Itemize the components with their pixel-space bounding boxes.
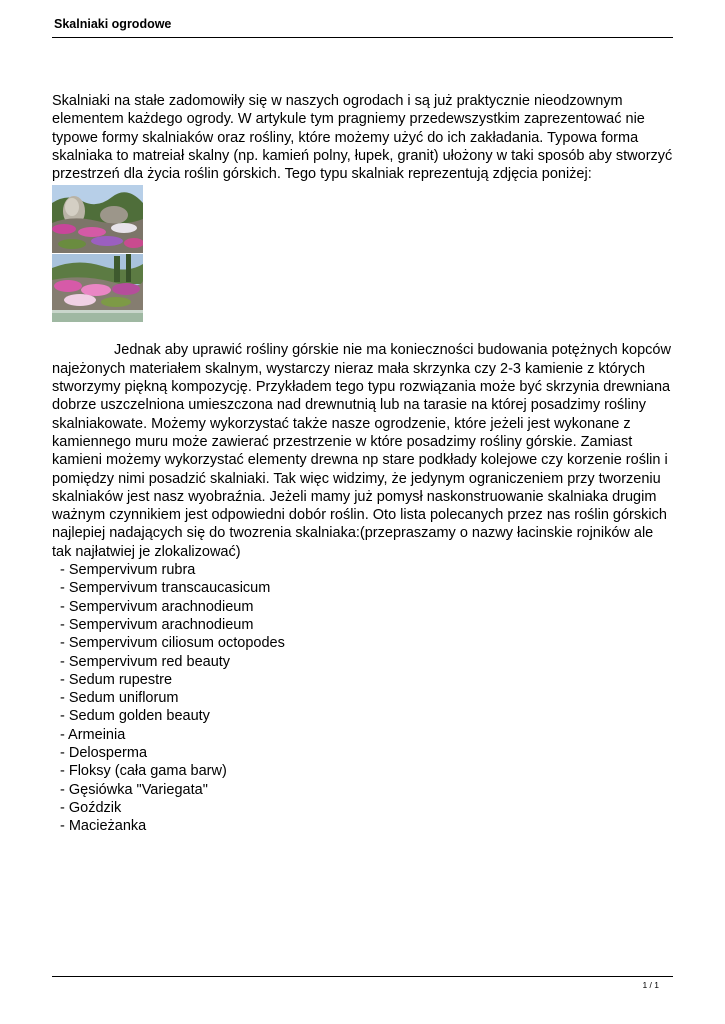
list-item: - Sedum uniflorum <box>60 690 179 707</box>
list-item: - Sedum rupestre <box>60 671 173 688</box>
list-item: - Sempervivum arachnodieum <box>60 616 254 633</box>
body-text: Jednak aby uprawić rośliny górskie nie ma konieczności budowania potężnych kopców najeżonych materiałem skalnym, wystarczy nieraz mała skrzynka czy 2-3 kamienie z których stworzymy piękną kompozycję. Przykładem tego typu rozwiązania może być skrzynia drewniana dobrze uszczelniona umieszczona nad drewnutnią lub na tarasie na której posadzimy rośliny skalniakowate. Możemy wykorzystać także nasze ogrodzenie, które jeżeli jest wykonane z kamiennego muru może zawierać przestrzenie w które posadzimy rośliny górskie. Zamiast kamieni możemy wykorzystać elementy drewna np stare podkłady kolejowe czy korzenie roślin i pomiędzy nimi posadzić skalniaki. Tak więc widzimy, że jedynym ograniczeniem przy tworzeniu skalniaków jest nasz wyobraźnia. Jeżeli mamy już pomysł naskonstruowanie skalniaka drugim ważnym czynnikiem jest odpowiedni dobór roślin. Oto lista polecanych przez nas roślin górskich najlepiej nadających się do twozrenia skalniaka:(przepraszamy o nazwy łacinskie rojników ale tak najłatwiej je zlokalizować) <box>52 342 671 560</box>
plant-list <box>52 561 676 835</box>
list-item: - Sempervivum ciliosum octopodes <box>60 635 285 652</box>
list-item: - Goździk <box>60 799 122 816</box>
rock-garden-photo-bottom <box>52 254 143 322</box>
list-item: - Floksy (cała gama barw) <box>60 763 227 780</box>
list-item: - Sempervivum rubra <box>60 562 196 579</box>
rock-garden-photo-top <box>52 185 143 253</box>
list-item: - Macieżanka <box>60 818 147 835</box>
list-item: - Sempervivum transcaucasicum <box>60 580 271 597</box>
body-paragraph <box>52 341 676 561</box>
list-item: - Sedum golden beauty <box>60 708 210 725</box>
page-footer <box>52 976 673 993</box>
document-title: Skalniaki ogrodowe <box>54 17 172 31</box>
intro-paragraph: Skalniaki na stałe zadomowiły się w naszych ogrodach i są już praktycznie nieodzownym elementem każdego ogrody. W artykule tym pragniemy przedewszystkim zaprezentować nie typowe formy skalniaków oraz rośliny, które możemy użyć do ich zakładania. Typowa forma skalniaka to matreiał skalny (np. kamień polny, łupek, granit) ułożony w taki sposób aby stworzyć przestrzeń dla życia roślin górskich. Tego typu skalniak reprezentują zdjęcia poniżej: <box>52 93 673 183</box>
list-item: - Gęsiówka "Variegata" <box>60 781 208 798</box>
page-header <box>52 15 673 38</box>
page-number: 1 / 1 <box>642 980 659 990</box>
rock-garden-photos <box>52 185 143 322</box>
list-item: - Sempervivum red beauty <box>60 653 231 670</box>
list-item: - Armeinia <box>60 726 126 743</box>
list-item: - Sempervivum arachnodieum <box>60 598 254 615</box>
article-content <box>52 92 676 836</box>
list-item: - Delosperma <box>60 745 148 762</box>
